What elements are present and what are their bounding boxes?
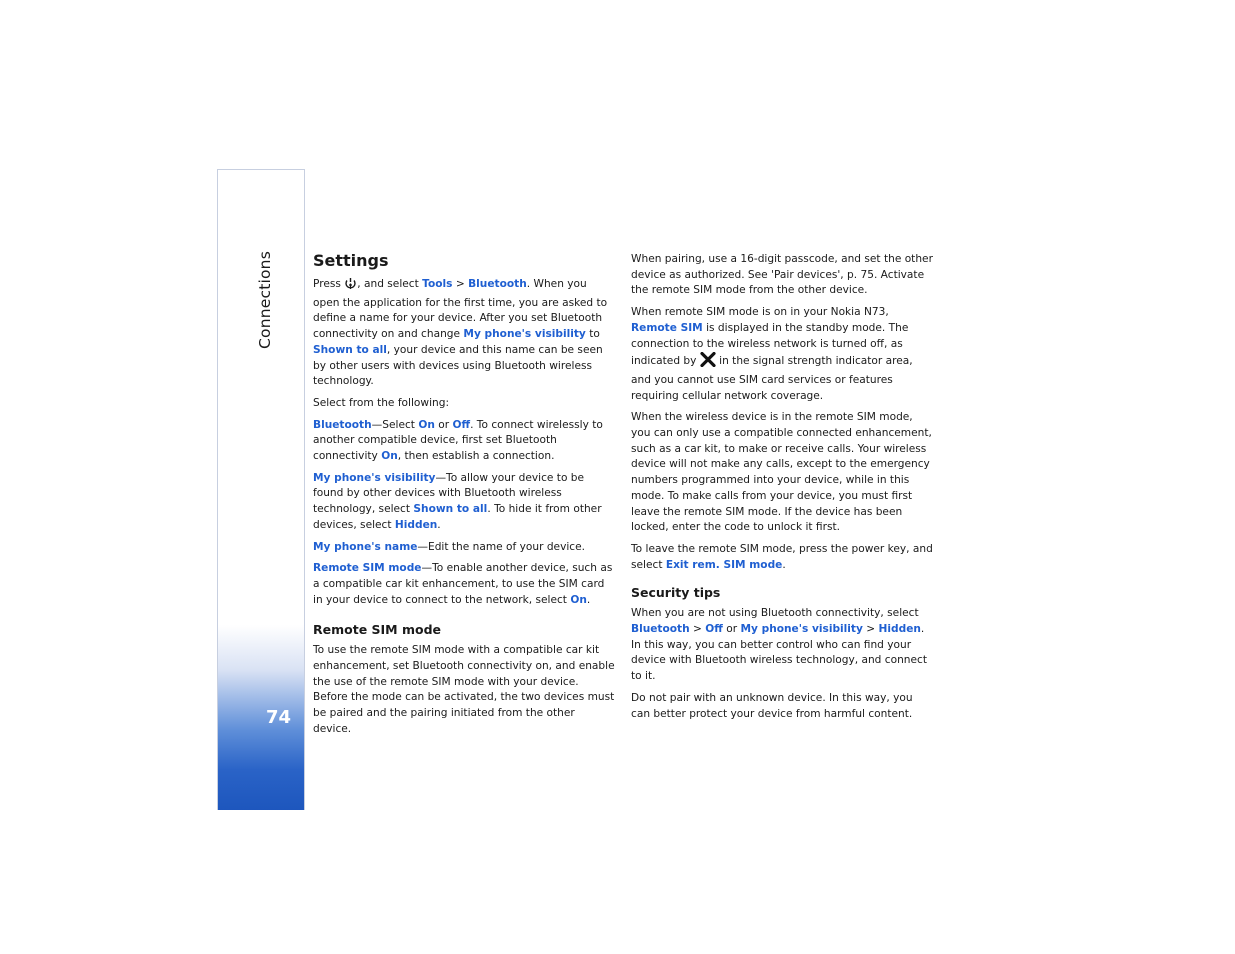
menu-key-icon xyxy=(344,277,357,296)
x-network-off-icon xyxy=(700,352,716,373)
remote-sim-paragraph: To use the remote SIM mode with a compatible car kit enhancement, set Bluetooth connectivity on, and enable the use of the remote SIM mode with your device. Before the mode can be activated, the two devices must be paired and the pairing initiated from the other device. xyxy=(313,644,615,735)
bluetooth-setting-paragraph: Bluetooth—Select On or Off. To connect wirelessly to another compatible device, first set Bluetooth connectivity On, then establish a connection. xyxy=(313,418,603,463)
remote-sim-setting-paragraph: Remote SIM mode—To enable another device, such as a compatible car kit enhancement, to use the SIM card in your device to connect to the network, select On. xyxy=(313,562,613,606)
select-paragraph: Select from the following: xyxy=(313,396,450,409)
remote-sim-heading: Remote SIM mode xyxy=(313,622,442,638)
page-number: 74 xyxy=(266,707,292,728)
right-column xyxy=(631,252,933,728)
remote-sim-mode-paragraph: When the wireless device is in the remote SIM mode, you can only use a compatible connected enhancement, such as a car kit, to make or receive calls. Your wireless device will not make any calls, except to the emergency numbers programmed into your device, while in this mode. To make calls from your device, you must first leave the remote SIM mode. If the device has been locked, enter the code to unlock it first. xyxy=(631,411,932,534)
phone-name-setting-paragraph: My phone's name—Edit the name of your device. xyxy=(313,540,585,553)
unknown-device-paragraph: Do not pair with an unknown device. In this way, you can better protect your device from harmful content. xyxy=(631,691,913,720)
bluetooth-option: Bluetooth xyxy=(468,278,527,290)
leave-remote-sim-paragraph: To leave the remote SIM mode, press the power key, and select Exit rem. SIM mode. xyxy=(631,542,933,571)
tools-option: Tools xyxy=(422,278,453,290)
chapter-title: Connections xyxy=(256,251,274,349)
left-column xyxy=(313,251,615,744)
remote-sim-on-paragraph: When remote SIM mode is on in your Nokia N73, Remote SIM is displayed in the standby mode. The connection to the wireless network is turned off, as indicated by in the signal strength indicator area, and you cannot use SIM card services or features requiring cellular network coverage. xyxy=(631,306,913,402)
visibility-setting-paragraph: My phone's visibility—To allow your device to be found by other devices with Bluetooth wireless technology, select Shown to all. To hide it from other devices, select Hidden. xyxy=(313,471,602,531)
security-tips-heading: Security tips xyxy=(631,585,721,601)
pairing-paragraph: When pairing, use a 16-digit passcode, and set the other device as authorized. See 'Pair devices', p. 75. Activate the remote SIM mode from the other device. xyxy=(631,253,933,297)
intro-paragraph: Press , and select Tools > Bluetooth. When you open the application for the first time, you are asked to define a name for your device. After you set Bluetooth connectivity on and change My phone's visibility to Shown to all, your device and this name can be seen by other users with devices using Bluetooth wireless technology. xyxy=(313,278,608,388)
security-tip-paragraph: When you are not using Bluetooth connectivity, select Bluetooth > Off or My phone's visibility > Hidden. In this way, you can better control who can find your device with Bluetooth wireless technology, and connect to it. xyxy=(631,607,928,683)
settings-heading: Settings xyxy=(313,251,389,270)
visibility-option: My phone's visibility xyxy=(463,328,586,341)
shown-to-all-option: Shown to all xyxy=(313,343,387,356)
